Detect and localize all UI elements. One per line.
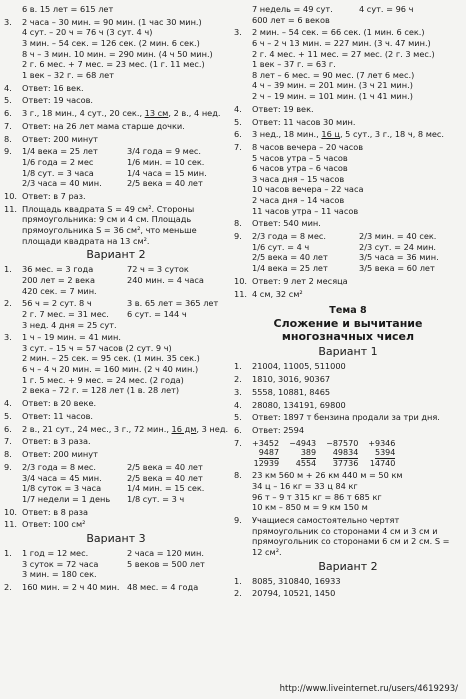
answer-line: Ответ: в 20 веке.	[22, 398, 97, 409]
answer-cell: 1/4 мин. = 15 сек.	[127, 483, 205, 494]
answer-cell: 1 год = 12 мес.	[22, 548, 89, 559]
answer-text: Площадь квадрата S = 49 см². Стороны прямоугольника: 9 см и 4 см. Площадь прямоугольника S = 36 см², что меньше площади квадрата на 13 см².	[22, 203, 197, 246]
answer-item	[234, 142, 462, 216]
answer-line: Ответ: в 8 раза	[22, 506, 89, 517]
item-number: 5.	[234, 412, 242, 423]
answer-cell: 420 сек. = 7 мин.	[22, 285, 97, 296]
item-number: 9.	[234, 514, 242, 525]
operand-bottom: 49834	[332, 448, 359, 458]
section-heading: Сложение и вычитание многозначных чисел	[273, 317, 423, 344]
answer-line: Ответ: 100 см²	[22, 519, 86, 530]
variant-2-heading: Вариант 2	[318, 559, 378, 573]
item-number: 2.	[4, 298, 12, 309]
answer-line: 34 ц – 16 кг = 33 ц 84 кг	[252, 481, 358, 491]
answer-item	[234, 387, 462, 398]
answer-item	[234, 576, 462, 587]
answer-item	[234, 117, 462, 128]
answer-line: 2 мин. – 25 сек. = 95 сек. (1 мин. 35 сек.)	[22, 353, 200, 364]
item-number: 10.	[4, 191, 18, 201]
answer-line: Ответ: 16 век.	[22, 82, 84, 93]
answer-cell: 2/5 века = 40 лет	[127, 472, 203, 483]
answer-cell: 1/4 века = 25 лет	[252, 262, 328, 273]
answer-cell: 56 ч = 2 сут. 8 ч	[22, 298, 92, 309]
item-number: 11.	[4, 203, 18, 214]
answer-cell: 1/4 часа = 15 мин.	[127, 167, 207, 178]
answer-cell: 3/5 века = 60 лет	[359, 262, 435, 273]
item-number: 7.	[4, 436, 12, 447]
answer-line: 4 см, 32 см²	[252, 288, 303, 299]
answer-line: 5 часов утра – 5 часов	[252, 152, 348, 163]
item-number: 5.	[4, 95, 12, 106]
answer-line: 6 ч – 2 ч 13 мин. = 227 мин. (3 ч. 47 мин.)	[252, 37, 431, 48]
answer-line: 10 км – 850 м = 9 км 150 м	[252, 502, 368, 513]
answer-cell: 1/8 суток = 3 часа	[22, 483, 102, 494]
item-number: 7.	[234, 438, 242, 448]
item-number: 2.	[4, 582, 12, 593]
answer-cell	[127, 569, 228, 580]
answer-item	[4, 146, 228, 188]
item-number: 3.	[234, 386, 242, 397]
operand-top: +9346	[368, 439, 396, 448]
answer-item	[4, 83, 228, 94]
item-number: 11.	[4, 519, 18, 530]
underlined-answer: 13 см	[144, 108, 169, 119]
answer-item	[4, 462, 228, 504]
operation-result: 37736	[332, 458, 359, 468]
answer-item-6: 6. 3 г., 18 мин., 4 сут., 20 сек., 13 см, 2 в., 4 нед.	[4, 108, 221, 119]
item-number: 5.	[234, 116, 242, 127]
column-operation	[252, 439, 279, 468]
item-number: 1.	[234, 575, 242, 586]
answer-line: 3 часа дня – 15 часов	[252, 173, 345, 184]
answer-line: Ответ: 19 век.	[252, 103, 314, 114]
answer-cell: 4 сут. = 96 ч	[359, 4, 414, 14]
answer-line: 10 часов вечера – 22 часа	[252, 184, 364, 195]
answer-cell: 2/3 часа = 40 мин.	[22, 178, 102, 189]
answer-line: Ответ: в 7 раз.	[22, 191, 86, 201]
answer-item	[4, 507, 228, 518]
item-number: 3.	[234, 27, 242, 38]
answer-cell: 2/3 года = 8 мес.	[22, 461, 96, 472]
answer-line: 3 сут. – 15 ч = 57 часов (2 сут. 9 ч)	[22, 342, 172, 353]
operand-bottom: 9487	[258, 448, 280, 458]
answer-item	[4, 449, 228, 460]
answer-line: 1 г. 5 мес. + 9 мес. = 24 мес. (2 года)	[22, 374, 184, 385]
variant-1-heading: Вариант 1	[318, 345, 378, 359]
operand-top: −4943	[289, 439, 317, 448]
answer-cell: 1/6 года = 2 мес	[22, 157, 94, 168]
answer-cell	[127, 320, 228, 331]
item-number: 6.	[234, 129, 242, 140]
answer-cell: 1/8 сут. = 3 часа	[22, 167, 94, 178]
answer-grid	[22, 146, 228, 188]
answer-line: 2 г. 4 мес. + 11 мес. = 27 мес. (2 г. 3 мес.)	[252, 48, 435, 59]
answer-item	[4, 4, 228, 15]
answer-item	[4, 17, 228, 81]
answer-item-6: 6. 3 нед., 18 мин., 16 ц, 5 сут., 3 г., 18 ч, 8 мес.	[234, 129, 445, 140]
operation-result: 12939	[253, 458, 280, 468]
answer-cell: 72 ч = 3 суток	[127, 264, 189, 275]
item-number: 2.	[234, 374, 242, 385]
item-number: 8.	[4, 133, 12, 144]
answer-line: Ответ: 19 часов.	[22, 95, 94, 106]
answer-cell: 1/6 мин. = 10 сек.	[127, 157, 205, 168]
answer-cell: 3/4 года = 9 мес.	[127, 146, 201, 157]
answer-grid	[22, 298, 228, 330]
answer-cell: 2/3 года = 8 мес.	[252, 231, 326, 242]
left-column	[4, 4, 228, 595]
answer-cell: 2/3 мин. = 40 сек.	[359, 231, 437, 242]
operand-top: −87570	[326, 439, 359, 448]
answer-line: Ответ: 1897 т бензина продали за три дня.	[252, 412, 440, 423]
answer-cell: 240 мин. = 4 часа	[127, 274, 204, 285]
column-operation	[368, 439, 395, 468]
item-number: 7.	[234, 142, 242, 153]
operand-top: +3452	[252, 439, 280, 448]
answer-cell: 600 лет = 6 веков	[252, 14, 330, 25]
answer-item	[4, 411, 228, 422]
answer-cell: 2/5 века = 40 лет	[127, 461, 203, 472]
answer-line: 2 мин. – 54 сек. = 66 сек. (1 мин. 6 сек.)	[252, 27, 425, 38]
answer-cell: 1/7 недели = 1 день	[22, 493, 111, 504]
answer-line: Ответ: 200 минут	[22, 133, 98, 144]
answer-item	[4, 332, 228, 396]
column-operation	[289, 439, 316, 468]
answer-line: Ответ: 540 мин.	[252, 218, 321, 229]
item-number: 8.	[4, 449, 12, 460]
item-number: 1.	[4, 548, 12, 559]
answer-item	[234, 470, 462, 512]
answer-line: 8 ч – 3 мин. 10 мин. = 290 мин. (4 ч 50 мин.)	[22, 48, 213, 59]
operation-result: 4554	[295, 458, 317, 468]
answer-item-6: 6. 2 в., 21 сут., 24 мес., 3 г., 72 мин., 16 дм, 3 нед.	[4, 423, 229, 434]
operand-bottom: 389	[300, 448, 317, 458]
item-number: 8.	[234, 218, 242, 229]
answer-grid	[22, 548, 228, 580]
answer-item-7	[234, 438, 462, 468]
answer-grid	[22, 582, 228, 593]
answer-cell: 1/6 сут. = 4 ч	[252, 241, 310, 252]
source-url: http://www.liveinternet.ru/users/4619293/	[279, 684, 458, 695]
answer-line: 3 мин. – 54 сек. = 126 сек. (2 мин. 6 сек.)	[22, 37, 200, 48]
answer-line: 4 сут. – 20 ч = 76 ч (3 сут. 4 ч)	[22, 27, 153, 38]
operand-bottom: 5394	[374, 448, 396, 458]
answer-line: Ответ: 2594	[252, 425, 305, 436]
answer-line: Ответ: в 3 раза.	[22, 436, 91, 447]
item-number: 10.	[234, 275, 248, 286]
item-number: 4.	[234, 103, 242, 114]
item-number: 9.	[4, 461, 12, 472]
item-number: 10.	[4, 506, 18, 517]
item-number: 1.	[4, 264, 12, 275]
item-number: 1.	[234, 361, 242, 372]
answer-cell: 3 суток = 72 часа	[22, 558, 99, 569]
item-number: 3.	[4, 16, 12, 27]
answer-line: Ответ: 11 часов.	[22, 410, 94, 421]
answer-line: Ответ: 200 минут	[22, 449, 98, 460]
answer-cell: 36 мес. = 3 года	[22, 264, 94, 275]
answer-cell: 5 веков = 500 лет	[127, 558, 205, 569]
answer-line: 8085, 310840, 16933	[252, 575, 341, 586]
answer-cell: 48 мес. = 4 года	[127, 582, 199, 593]
answer-cell: 2 г. 7 мес. = 31 мес.	[22, 308, 109, 319]
answer-item	[234, 374, 462, 385]
answer-cell: 200 лет = 2 века	[22, 274, 95, 285]
answer-item	[234, 361, 462, 372]
answer-cell	[127, 286, 228, 297]
answer-grid	[22, 264, 228, 296]
operation-result: 14740	[369, 458, 396, 468]
answer-item	[234, 218, 462, 229]
answer-line: 8 часов вечера – 20 часов	[252, 142, 364, 153]
answer-grid	[252, 231, 462, 273]
answer-line: 1 ч – 19 мин. = 41 мин.	[22, 332, 121, 343]
answer-grid	[22, 462, 228, 504]
answer-cell: 3 нед. 4 дня = 25 сут.	[22, 319, 117, 330]
answer-item	[4, 398, 228, 409]
column-arithmetic	[252, 438, 462, 468]
underlined-answer: 16 ц	[321, 129, 340, 140]
answer-cell: 3/5 часа = 36 мин.	[359, 252, 439, 263]
answer-cell: 160 мин. = 2 ч 40 мин.	[22, 582, 120, 593]
answer-line: 21004, 11005, 511000	[252, 361, 346, 372]
answer-line: 1810, 3016, 90367	[252, 374, 331, 385]
answer-line: 1 век – 32 г. = 68 лет	[22, 69, 114, 80]
item-number: 6.	[4, 108, 12, 119]
item-number: 3.	[4, 332, 12, 343]
answer-item	[4, 134, 228, 145]
answer-line: 2 часа – 30 мин. = 90 мин. (1 час 30 мин.)	[22, 16, 202, 27]
answer-cell: 2 часа = 120 мин.	[127, 548, 204, 559]
underlined-answer: 16 дм	[171, 423, 197, 434]
answer-cell: 3/4 часа = 45 мин.	[22, 472, 102, 483]
answer-item	[234, 4, 462, 25]
answer-line: Ответ: на 26 лет мама старше дочки.	[22, 120, 185, 131]
answer-line: 6 ч – 4 ч 20 мин. = 160 мин. (2 ч 40 мин.)	[22, 364, 199, 375]
answer-item	[4, 582, 228, 593]
answer-line: 8 лет – 6 мес. = 90 мес. (7 лет 6 мес.)	[252, 69, 415, 80]
answer-item-11	[4, 204, 228, 246]
answer-item	[4, 436, 228, 447]
item-number: 9.	[234, 231, 242, 242]
item-number: 11.	[234, 288, 248, 299]
answer-item	[4, 191, 228, 202]
answer-item	[4, 121, 228, 132]
answer-item	[234, 27, 462, 101]
answer-line: 2 века – 72 г. = 128 лет (1 в. 28 лет)	[22, 385, 180, 396]
theme-title: Тема 8	[329, 305, 367, 317]
answer-cell: 3 в. 65 лет = 365 лет	[127, 298, 219, 309]
answer-item	[234, 425, 462, 436]
answer-line: 4 ч – 39 мин. = 201 мин. (3 ч 21 мин.)	[252, 80, 413, 91]
answer-item	[4, 519, 228, 530]
answer-item	[234, 412, 462, 423]
answer-text: Учащиеся самостоятельно чертят прямоугольник со сторонами 4 см и 3 см и прямоугольник со сторонами 6 см и 2 см. S = 12 см².	[252, 514, 450, 557]
variant-3-heading: Вариант 3	[86, 532, 146, 546]
answer-cell: 1/4 века = 25 лет	[22, 146, 98, 157]
answer-item	[234, 400, 462, 411]
answer-item	[234, 231, 462, 273]
answer-item	[4, 95, 228, 106]
answer-line: 5558, 10881, 8465	[252, 386, 331, 397]
item-number: 4.	[234, 399, 242, 410]
item-number: 7.	[4, 120, 12, 131]
answer-line: 6 часов утра – 6 часов	[252, 163, 348, 174]
answer-line: 23 км 560 м + 26 км 440 м = 50 км	[252, 470, 403, 481]
answer-item	[234, 289, 462, 300]
answer-cell: 2/3 сут. = 24 мин.	[359, 241, 437, 252]
item-number: 6.	[234, 425, 242, 436]
answer-line: 2 г. 6 мес. + 7 мес. = 23 мес. (1 г. 11 мес.)	[22, 59, 205, 70]
item-number: 9.	[4, 146, 12, 157]
item-number: 8.	[234, 470, 242, 481]
answer-line: 2 ч – 19 мин. = 101 мин. (1 ч 41 мин.)	[252, 90, 413, 101]
item-number: 4.	[4, 82, 12, 93]
item-number: 5.	[4, 410, 12, 421]
answer-item	[4, 298, 228, 330]
answer-line: 1 век – 37 г. = 63 г.	[252, 59, 336, 70]
answer-line: 28080, 134191, 69800	[252, 399, 346, 410]
item-number: 6.	[4, 423, 12, 434]
answer-item	[234, 276, 462, 287]
answer-cell: 1/8 сут. = 3 ч	[127, 493, 185, 504]
answer-line: 96 т – 9 т 315 кг = 86 т 685 кг	[252, 491, 382, 502]
answer-line: 11 часов утра – 11 часов	[252, 205, 359, 216]
answer-cell: 2/5 века = 40 лет	[127, 178, 203, 189]
column-operation	[326, 439, 358, 468]
answer-line: 6 в. 15 лет = 615 лет	[22, 4, 114, 14]
item-number: 2.	[234, 588, 242, 599]
answer-line: 20794, 10521, 1450	[252, 588, 336, 599]
answer-cell: 2/5 века = 40 лет	[252, 252, 328, 263]
right-column	[234, 4, 462, 601]
answer-item	[4, 548, 228, 580]
answer-item-9	[234, 515, 462, 557]
item-number: 4.	[4, 398, 12, 409]
answer-line: Ответ: 11 часов 30 мин.	[252, 116, 356, 127]
answer-cell: 3 мин. = 180 сек.	[22, 569, 97, 580]
answer-cell: 6 сут. = 144 ч	[127, 308, 187, 319]
answer-item	[234, 104, 462, 115]
answer-item	[4, 264, 228, 296]
answer-cell	[359, 15, 462, 26]
answer-item	[234, 588, 462, 599]
answer-cell: 7 недель = 49 сут.	[252, 4, 333, 14]
answer-line: 2 часа дня – 14 часов	[252, 195, 345, 206]
variant-2-heading: Вариант 2	[86, 248, 146, 262]
answer-line: Ответ: 9 лет 2 месяца	[252, 275, 348, 286]
